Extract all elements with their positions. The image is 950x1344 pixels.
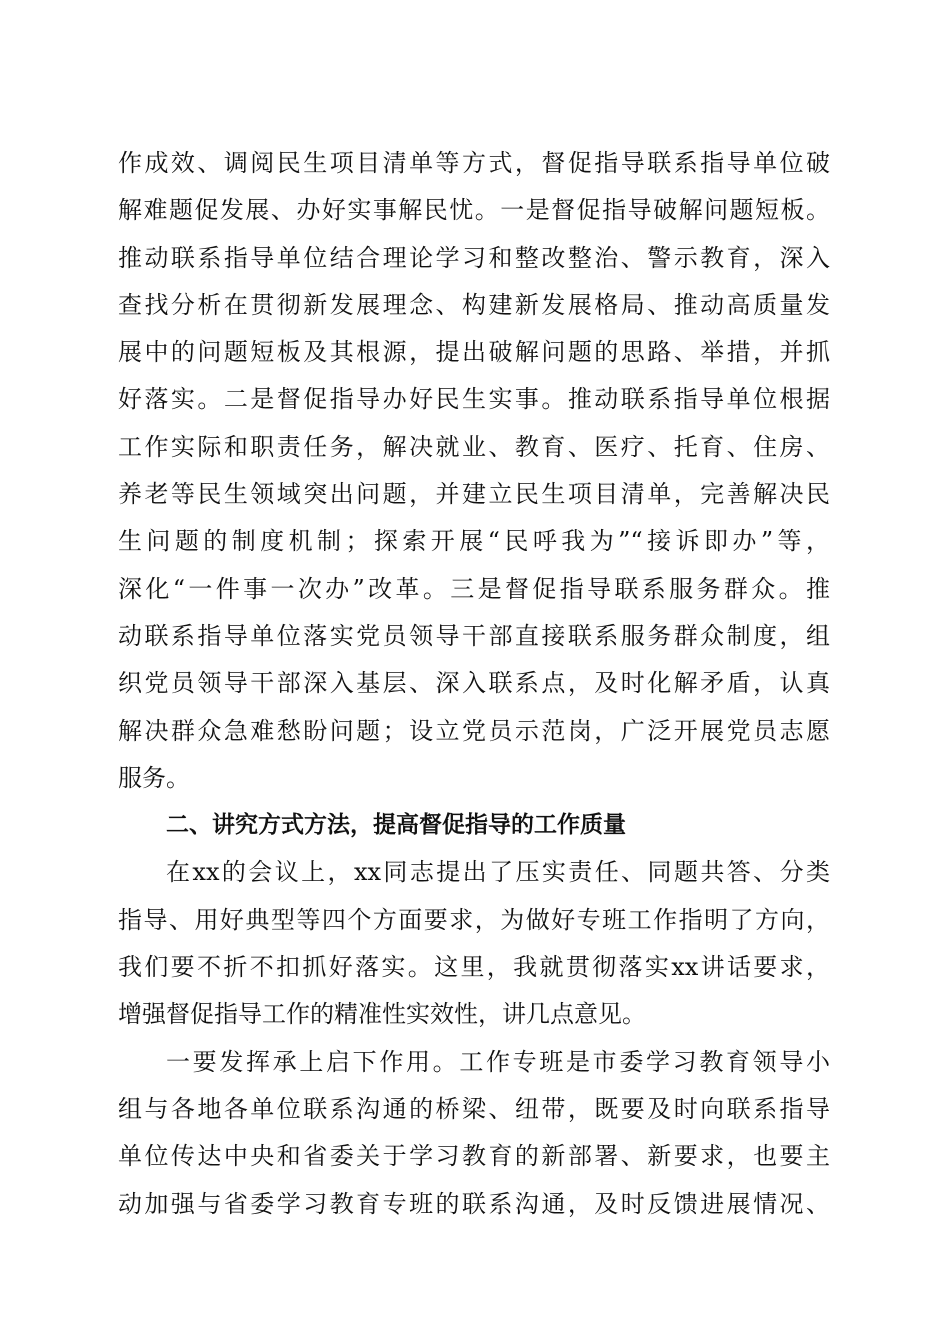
paragraph-supervision-measures	[118, 140, 830, 802]
text-line: 织党员领导干部深入基层、深入联系点，及时化解矛盾，认真	[118, 669, 830, 698]
text-line: 增强督促指导工作的精准性实效性，讲几点意见。	[118, 1000, 646, 1029]
text-line: 指导、用好典型等四个方面要求，为做好专班工作指明了方向，	[118, 905, 830, 934]
text-line: 单位传达中央和省委关于学习教育的新部署、新要求，也要主	[118, 1142, 830, 1171]
text-line: 服务。	[118, 763, 190, 792]
paragraph-bridge-role	[118, 1039, 830, 1228]
text-line: 推动联系指导单位结合理论学习和整改整治、警示教育，深入	[118, 243, 830, 272]
text-line: 一要发挥承上启下作用。工作专班是市委学习教育领导小	[166, 1047, 830, 1076]
section-heading: 二、讲究方式方法，提高督促指导的工作质量	[166, 812, 626, 839]
text-line: 组与各地各单位联系沟通的桥梁、纽带，既要及时向联系指导	[118, 1094, 830, 1123]
text-line: 作成效、调阅民生项目清单等方式，督促指导联系指导单位破	[118, 149, 830, 177]
text-line: 我们要不折不扣抓好落实。这里，我就贯彻落实xx讲话要求，	[118, 953, 830, 982]
text-line: 解决群众急难愁盼问题；设立党员示范岗，广泛开展党员志愿	[118, 716, 830, 745]
text-line: 工作实际和职责任务，解决就业、教育、医疗、托育、住房、	[118, 432, 830, 461]
text-line: 生问题的制度机制；探索开展“民呼我为”“接诉即办”等，	[118, 527, 830, 556]
text-line: 养老等民生领域突出问题，并建立民生项目清单，完善解决民	[118, 480, 830, 509]
paragraph-meeting-requirements	[118, 849, 830, 1038]
text-line: 在xx的会议上，xx同志提出了压实责任、同题共答、分类	[166, 858, 830, 887]
text-line: 展中的问题短板及其根源，提出破解问题的思路、举措，并抓	[118, 338, 830, 367]
text-line: 深化“一件事一次办”改革。三是督促指导联系服务群众。推	[118, 574, 830, 603]
text-line: 好落实。二是督促指导办好民生实事。推动联系指导单位根据	[118, 385, 830, 414]
text-line: 解难题促发展、办好实事解民忧。一是督促指导破解问题短板。	[118, 196, 830, 225]
text-line: 动联系指导单位落实党员领导干部直接联系服务群众制度，组	[118, 621, 830, 650]
text-line: 查找分析在贯彻新发展理念、构建新发展格局、推动高质量发	[118, 290, 830, 319]
document-body	[118, 140, 830, 1228]
text-line: 动加强与省委学习教育专班的联系沟通，及时反馈进展情况、	[118, 1189, 830, 1218]
